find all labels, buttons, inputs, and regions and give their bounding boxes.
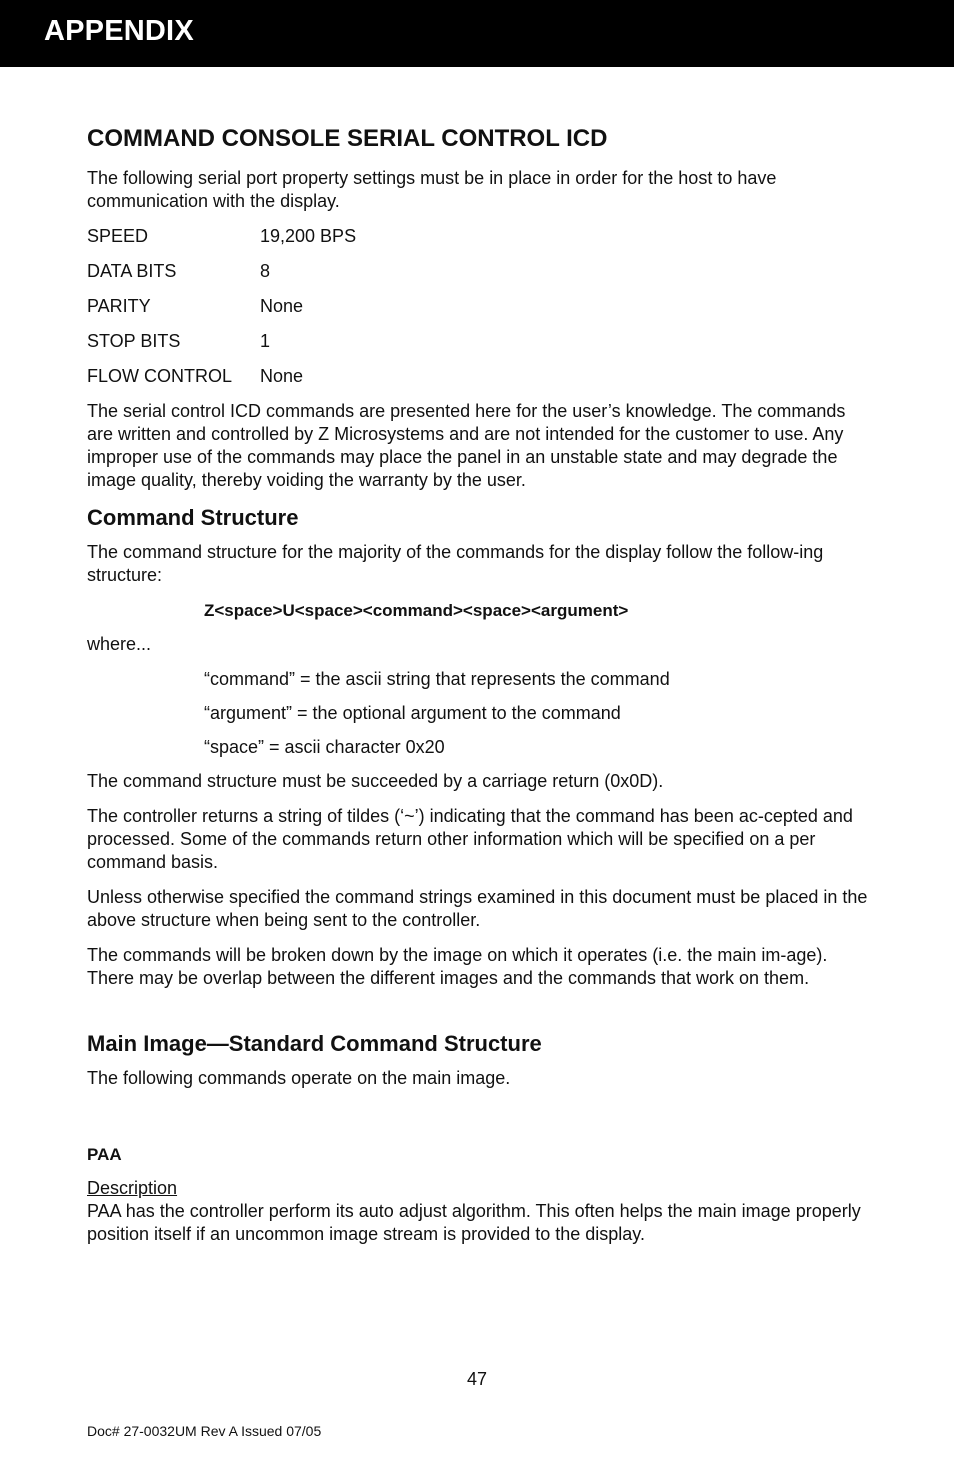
- appendix-banner: [0, 0, 954, 67]
- setting-value: 8: [260, 261, 271, 281]
- definition-argument: “argument” = the optional argument to the command: [204, 703, 621, 723]
- image-breakdown-paragraph: The commands will be broken down by the image on which it operates (i.e. the main im-age). There may be overlap between the different images and the commands that work on them.: [87, 945, 828, 988]
- setting-name: FLOW CONTROL: [87, 366, 233, 386]
- page-number: 47: [466, 1369, 488, 1389]
- structure-usage-paragraph: Unless otherwise specified the command strings examined in this document must be placed in the above structure when being sent to the controller.: [87, 887, 868, 930]
- setting-name: DATA BITS: [87, 261, 177, 281]
- page-title: COMMAND CONSOLE SERIAL CONTROL ICD: [87, 125, 608, 152]
- paa-description-label: Description: [87, 1178, 178, 1198]
- setting-value: 1: [260, 331, 271, 351]
- setting-row: [87, 365, 872, 388]
- setting-name: STOP BITS: [87, 331, 181, 351]
- setting-value: None: [260, 296, 304, 316]
- setting-value: 19,200 BPS: [260, 226, 357, 246]
- main-image-heading: Main Image—Standard Command Structure: [87, 1031, 542, 1056]
- setting-name: PARITY: [87, 296, 151, 316]
- setting-name: SPEED: [87, 226, 149, 246]
- command-structure-heading: Command Structure: [87, 505, 299, 530]
- setting-row: [87, 295, 872, 330]
- command-syntax: Z<space>U<space><command><space><argument>: [204, 601, 629, 620]
- spacer: [87, 1102, 872, 1144]
- document-id: Doc# 27-0032UM Rev A Issued 07/05: [87, 1423, 322, 1439]
- definition-space: “space” = ascii character 0x20: [204, 737, 445, 757]
- paa-heading: PAA: [87, 1145, 122, 1164]
- section-title: APPENDIX: [44, 15, 194, 47]
- tilde-response-paragraph: The controller returns a string of tildes (‘~’) indicating that the command has been ac-cepted and processed. Some of the commands return other information which will be specified on a per command basis.: [87, 806, 853, 872]
- where-label: where...: [87, 634, 152, 654]
- page-content: [87, 124, 872, 1258]
- spacer: [87, 1002, 872, 1030]
- setting-row: [87, 330, 872, 365]
- serial-settings-list: [87, 225, 872, 388]
- command-structure-intro: The command structure for the majority of the commands for the display follow the follow-ing structure:: [87, 542, 824, 585]
- setting-row: [87, 260, 872, 295]
- carriage-return-paragraph: The command structure must be succeeded by a carriage return (0x0D).: [87, 771, 664, 791]
- disclaimer-paragraph: The serial control ICD commands are presented here for the user’s knowledge. The commands are written and controlled by Z Microsystems and are not intended for the customer to use. Any improper use of the commands may place the panel in an unstable state and may degrade the image quality, thereby voiding the warranty by the user.: [87, 401, 846, 490]
- setting-row: [87, 225, 872, 260]
- main-image-intro: The following commands operate on the main image.: [87, 1068, 511, 1088]
- definition-command: “command” = the ascii string that represents the command: [204, 669, 670, 689]
- setting-value: None: [260, 366, 304, 386]
- paa-description: PAA has the controller perform its auto adjust algorithm. This often helps the main image properly position itself if an uncommon image stream is provided to the display.: [87, 1201, 861, 1244]
- intro-paragraph: The following serial port property settings must be in place in order for the host to have communication with the display.: [87, 168, 777, 211]
